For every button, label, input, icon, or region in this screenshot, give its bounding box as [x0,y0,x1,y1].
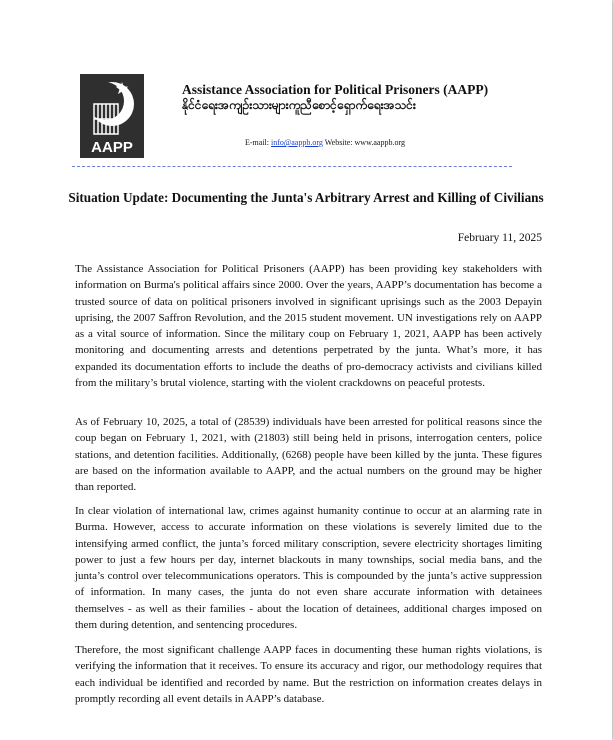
aapp-logo [80,74,144,158]
org-name-burmese: နိုင်ငံရေးအကျဉ်းသားများကူညီစောင့်ရှောက်ရေးအသင်း [182,98,416,112]
header-divider [72,166,512,167]
paragraph: The Assistance Association for Political Prisoners (AAPP) has been providing key stakeholders with information on Burma's political affairs since 2000. Over the years, AAPP’s documentation has become a trusted source of data on political prisoners involved in significant uprisings such as the 2003 Depayin uprising, the 2007 Saffron Revolution, and the 2015 student movement. UN investigations rely on AAPP as a vital source of information. Since the military coup on February 1, 2021, AAPP has been actively monitoring and documenting arrests and detentions perpetrated by the junta. What’s more, it has expanded its documentation efforts to include the deaths of pro-democracy activists and civilians killed from the military’s brutal violence, starting with the violent crackdowns on peaceful protests. [75,263,542,390]
website-label: Website: [324,138,353,147]
org-name: Assistance Association for Political Prisoners (AAPP) [182,82,489,97]
contact-line [245,138,405,147]
document-title: Situation Update: Documenting the Junta's Arbitrary Arrest and Killing of Civilians [68,190,544,205]
paragraph: In clear violation of international law, crimes against humanity continue to occur at an alarming rate in Burma. However, access to accurate information on these violations is severely limited due to the intensifying armed conflict, the junta’s forced military conscription, severe electricity shortages limiting power to just a few hours per day, internet blackouts in many townships, social media bans, and the junta’s control over telecommunications operators. This is compounded by the junta’s active suppression of information. In many cases, the junta do not even share accurate information with detainees themselves - as well as their families - about the location of detainees, additional charges imposed on them during detention, and sentencing procedures. [75,505,542,632]
email-link[interactable]: info@aappb.org [271,138,323,147]
website-text: www.aappb.org [354,138,405,147]
document-date: February 11, 2025 [457,232,542,244]
email-label: E-mail: [245,138,269,147]
paragraph: Therefore, the most significant challenge AAPP faces in documenting these human rights violations, is verifying the information that it receives. To ensure its accuracy and rigor, our methodology requires that each individual be identified and recorded by name. But the restriction on information creates delays in promptly recording all event details in AAPP’s database. [75,644,542,705]
paragraph: As of February 10, 2025, a total of (28539) individuals have been arrested for political reasons since the coup began on February 1, 2021, with (21803) still being held in prisons, interrogation centers, police stations, and detention facilities. Additionally, (6268) people have been killed by the junta. These figures are based on the information available to AAPP, and the actual numbers on the ground may be higher than reported. [75,416,542,494]
logo-text: AAPP [91,139,133,156]
